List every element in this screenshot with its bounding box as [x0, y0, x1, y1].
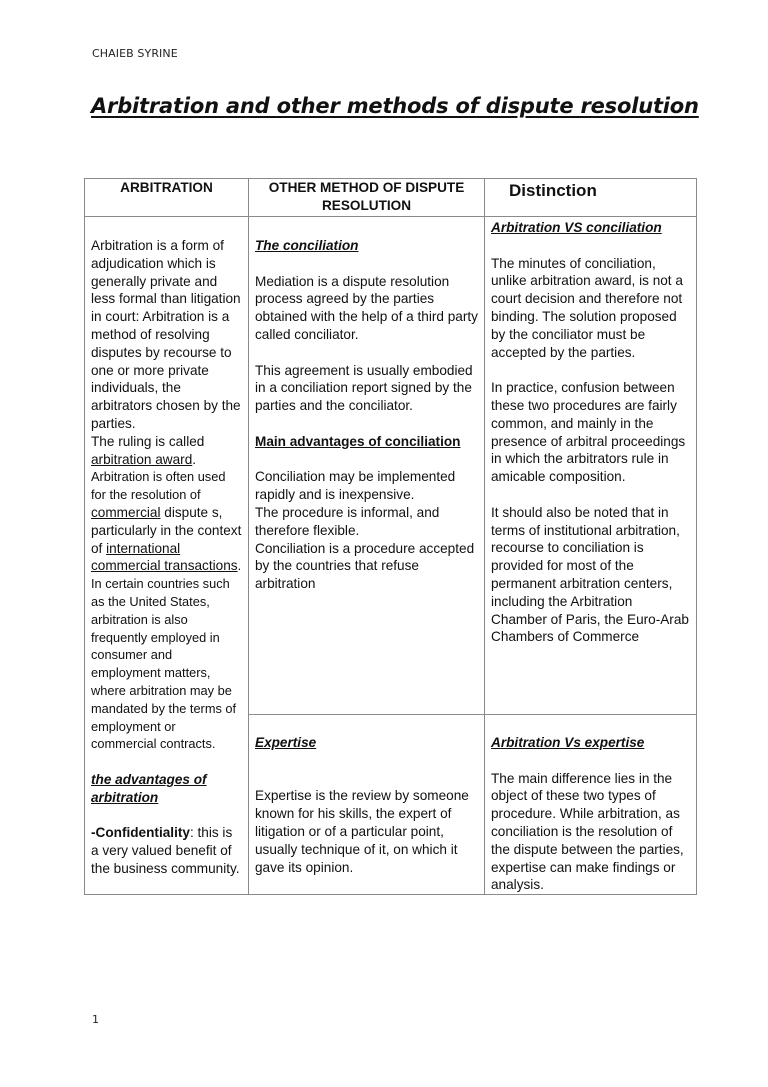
conciliation-advantage-1: Conciliation may be implemented rapidly and is inexpensive. — [255, 469, 456, 503]
expertise-heading: Expertise — [255, 735, 317, 750]
conciliation-heading: The conciliation — [255, 238, 359, 253]
confidentiality-item: -Confidentiality: this is a very valued benefit of the business community. — [91, 825, 240, 876]
distinction-expertise-heading: Arbitration Vs expertise — [491, 735, 645, 750]
arbitration-intro: Arbitration is a form of adjudication which is generally private and less formal than litigation in court: Arbitration is a method of resolving disputes by recourse to one or more private individuals, the arbitrators chosen by the parties. — [91, 238, 241, 431]
conciliation-definition: Mediation is a dispute resolution process agreed by the parties obtained with the help of a third party called conciliator. — [255, 273, 478, 342]
distinction-conciliation-p2: In practice, confusion between these two procedures are fairly common, and mainly in the presence of arbitral proceedings in which the arbitrators rule in amicable composition. — [491, 380, 686, 485]
cell-distinction-expertise — [485, 715, 697, 895]
expertise-definition: Expertise is the review by someone known for his skills, the expert of litigation or of a particular point, usually technique of it, on which it gave its opinion. — [255, 788, 469, 875]
cell-conciliation — [249, 217, 485, 715]
cell-expertise — [249, 715, 485, 895]
arbitration-usage: Arbitration is often used for the resolution of commercial dispute s, particularly in the context of international commercial transactions. In certain countries such as the United States, arbitration is also frequently employed in consumer and employment matters, where arbitration may be mandated by the terms of employment or commercial contracts. — [91, 469, 242, 752]
table-header-row — [85, 179, 697, 217]
document-title: Arbitration and other methods of dispute resolution — [91, 94, 699, 118]
comparison-table — [84, 178, 697, 895]
page-number: 1 — [92, 1013, 99, 1026]
distinction-conciliation-p1: The minutes of conciliation, unlike arbitration award, is not a court decision and therefore not binding. The solution proposed by the conciliator must be accepted by the parties. — [491, 255, 683, 360]
table-row-conciliation — [85, 217, 697, 715]
international-commercial-transactions-link[interactable]: international commercial transactions — [91, 540, 238, 574]
distinction-expertise-p1: The main difference lies in the object of these two types of procedure. While arbitration, as conciliation is the resolution of the dispute between the parties, expertise can make findings or analysis. — [491, 770, 684, 893]
conciliation-advantage-3: Conciliation is a procedure accepted by the countries that refuse arbitration — [255, 540, 475, 592]
header-distinction: Distinction — [485, 179, 697, 217]
cell-distinction-conciliation — [485, 217, 697, 715]
arbitration-ruling: The ruling is called arbitration award. — [91, 433, 205, 467]
document-author: CHAIEB SYRINE — [92, 47, 178, 60]
cell-arbitration — [85, 217, 249, 895]
distinction-conciliation-heading: Arbitration VS conciliation — [491, 220, 662, 235]
conciliation-advantage-2: The procedure is informal, and therefore flexible. — [255, 504, 440, 538]
header-arbitration: ARBITRATION — [85, 179, 249, 217]
conciliation-advantages-heading: Main advantages of conciliation — [255, 433, 461, 449]
conciliation-agreement: This agreement is usually embodied in a conciliation report signed by the parties and the conciliator. — [255, 362, 473, 414]
commercial-link[interactable]: commercial — [91, 504, 161, 520]
header-other-methods: OTHER METHOD OF DISPUTE RESOLUTION — [249, 179, 485, 217]
arbitration-advantages-heading: the advantages of arbitration — [91, 771, 207, 805]
arbitration-award-link[interactable]: arbitration award — [91, 451, 193, 467]
distinction-conciliation-p3: It should also be noted that in terms of institutional arbitration, recourse to conciliation is provided for most of the permanent arbitration centers, including the Arbitration Chamber of Paris, the Euro-Arab Chambers of Commerce — [491, 504, 689, 645]
